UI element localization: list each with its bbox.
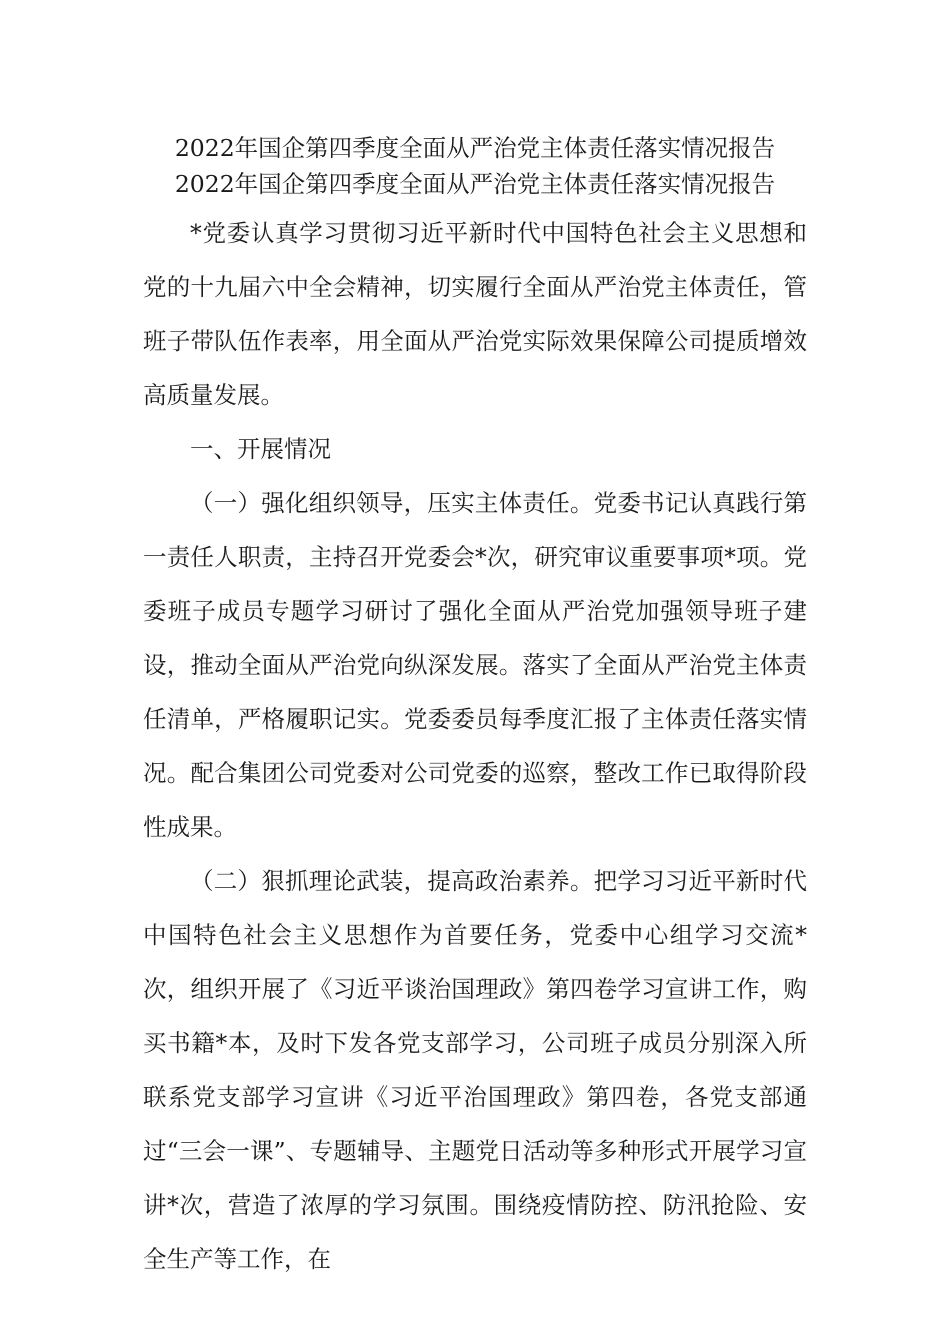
section-heading: 一、开展情况 xyxy=(190,435,331,463)
paragraph-theory: （二）狠抓理论武装，提高政治素养。把学习习近平新时代中国特色社会主义思想作为首要任务，党委中心组学习交流*次，组织开展了《习近平谈治国理政》第四卷学习宣讲工作，购买书籍*本，及时下发各党支部学习，公司班子成员分别深入所联系党支部学习宣讲《习近平治国理政》第四卷，各党支部通过“三会一课”、专题辅导、主题党日活动等多种形式开展学习宣讲*次，营造了浓厚的学习氛围。围绕疫情防控、防汛抢险、安全生产等工作，在 xyxy=(143,867,807,1273)
document-body xyxy=(143,130,807,1286)
document-title: 2022年国企第四季度全面从严治党主体责任落实情况报告 xyxy=(174,134,776,162)
intro-paragraph: *党委认真学习贯彻习近平新时代中国特色社会主义思想和党的十九届六中全会精神，切实履行全面从严治党主体责任，管班子带队伍作表率，用全面从严治党实际效果保障公司提质增效高质量发展。 xyxy=(143,219,807,409)
document-title-repeat: 2022年国企第四季度全面从严治党主体责任落实情况报告 xyxy=(174,170,776,198)
paragraph-organization: （一）强化组织领导，压实主体责任。党委书记认真践行第一责任人职责，主持召开党委会*次，研究审议重要事项*项。党委班子成员专题学习研讨了强化全面从严治党加强领导班子建设，推动全面从严治党向纵深发展。落实了全面从严治党主体责任清单，严格履职记实。党委委员每季度汇报了主体责任落实情况。配合集团公司党委对公司党委的巡察，整改工作已取得阶段性成果。 xyxy=(143,489,807,841)
